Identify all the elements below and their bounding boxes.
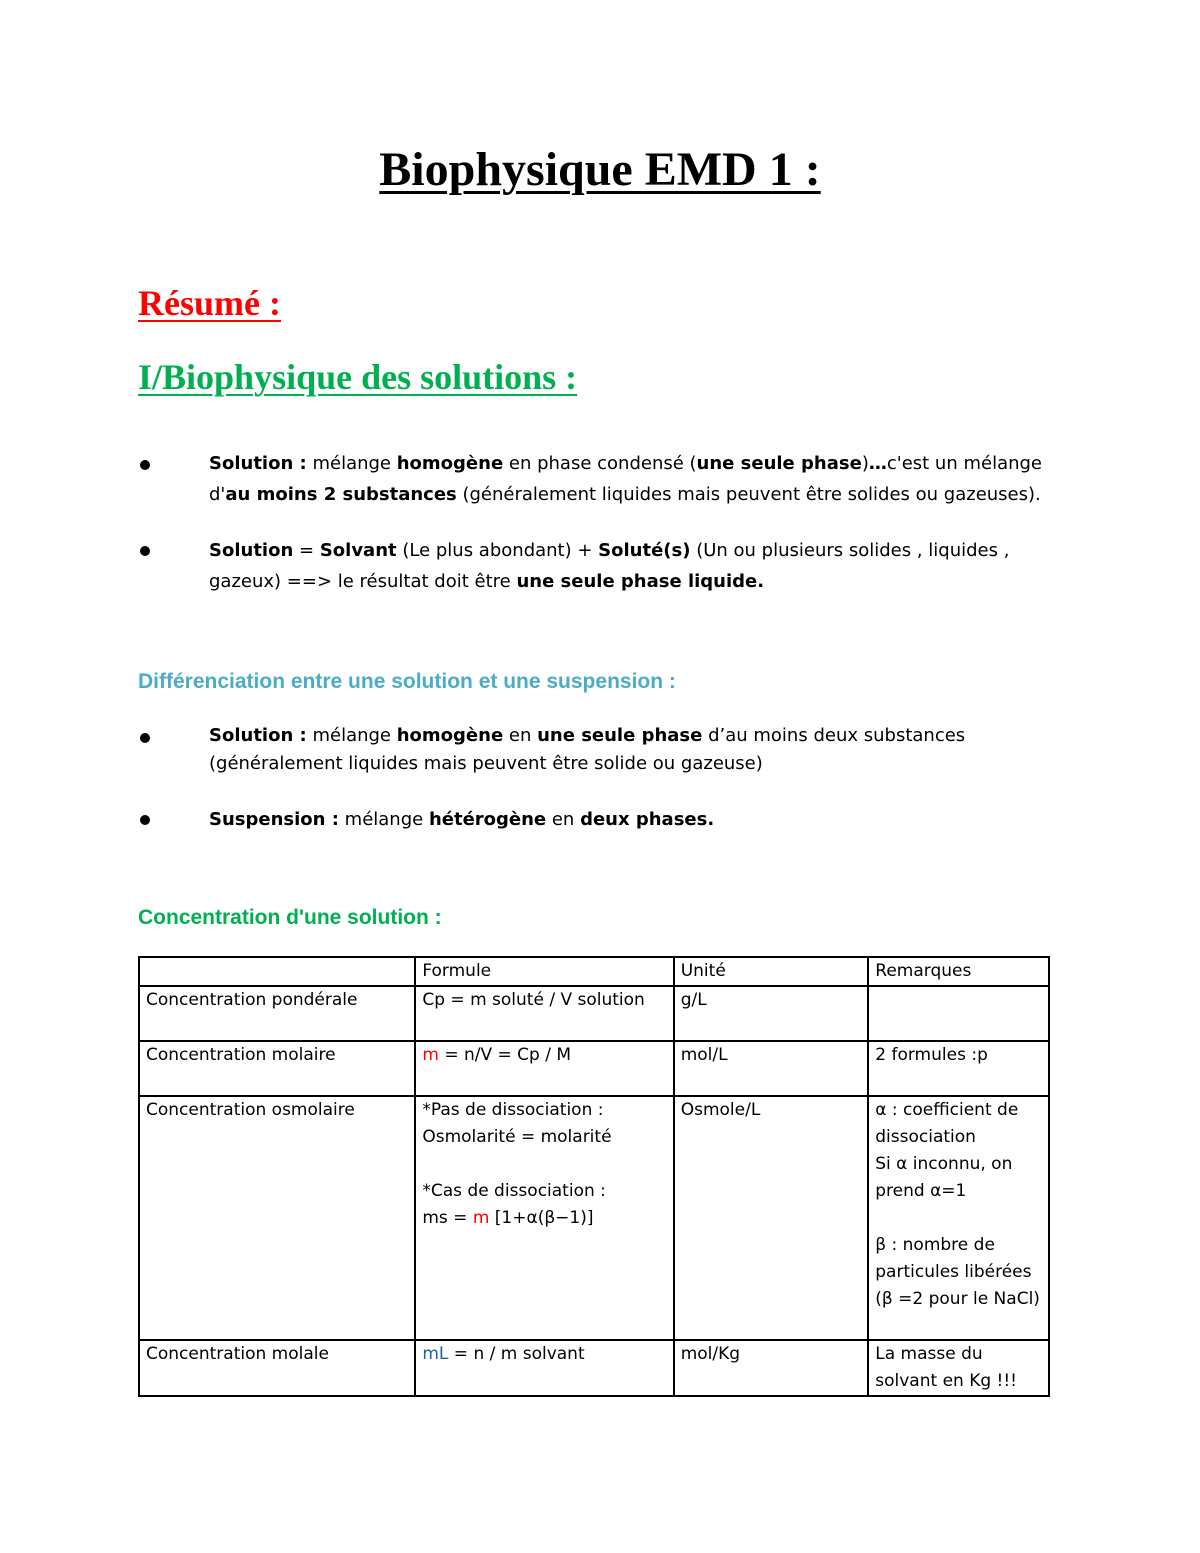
- bullet-solution-composition: Solution = Solvant (Le plus abondant) + Soluté(s) (Un ou plusieurs solides , liquides , gazeux) ==> le résultat doit être une seule phase liquide.: [209, 540, 1010, 592]
- table-header-row: [139, 957, 1049, 986]
- bullet-dot: [140, 733, 150, 743]
- table-cell: mol/Kg: [674, 1340, 869, 1396]
- table-row: [139, 986, 1049, 1041]
- table-cell: Concentration pondérale: [139, 986, 415, 1041]
- resume-heading: Résumé :: [138, 283, 281, 323]
- table-cell: g/L: [674, 986, 869, 1041]
- subheading-concentration: Concentration d'une solution :: [138, 906, 442, 929]
- table-cell: Osmole/L: [674, 1096, 869, 1340]
- table-cell: La masse du solvant en Kg !!!: [868, 1340, 1049, 1396]
- table-header-cell: Unité: [674, 957, 869, 986]
- table-cell: Concentration osmolaire: [139, 1096, 415, 1340]
- table-cell: 2 formules :p: [868, 1041, 1049, 1096]
- table-row: [139, 1340, 1049, 1396]
- bullet-solution-definition: Solution : mélange homogène en phase condensé (une seule phase)…c'est un mélange d'au moins 2 substances (généralement liquides mais peuvent être solides ou gazeuses).: [209, 453, 1043, 505]
- table-header-cell: [139, 957, 415, 986]
- bullet-dot: [140, 460, 150, 470]
- bullet-dot: [140, 815, 150, 825]
- concentration-table: [138, 956, 1050, 1397]
- table-cell: *Pas de dissociation : Osmolarité = molarité *Cas de dissociation : ms = m [1+α(β−1)]: [415, 1096, 673, 1340]
- table-row: [139, 1041, 1049, 1096]
- table-cell: mL = n / m solvant: [415, 1340, 673, 1396]
- table-row: [139, 1096, 1049, 1340]
- bullet-solution-vs: Solution : mélange homogène en une seule phase d’au moins deux substances (généralement liquides mais peuvent être solide ou gazeuse): [209, 725, 966, 774]
- table-cell: Concentration molale: [139, 1340, 415, 1396]
- table-cell: α : coefficient de dissociation Si α inconnu, on prend α=1 β : nombre de particules libérées (β =2 pour le NaCl): [868, 1096, 1049, 1340]
- table-cell: [868, 986, 1049, 1041]
- bullet-suspension: Suspension : mélange hétérogène en deux phases.: [209, 809, 715, 830]
- table-header-cell: Formule: [415, 957, 673, 986]
- table-cell: m = n/V = Cp / M: [415, 1041, 673, 1096]
- document-title: Biophysique EMD 1 :: [379, 143, 821, 196]
- subheading-differenciation: Différenciation entre une solution et une suspension :: [138, 670, 676, 693]
- table-cell: Concentration molaire: [139, 1041, 415, 1096]
- table-cell: Cp = m soluté / V solution: [415, 986, 673, 1041]
- section-heading-solutions: I/Biophysique des solutions :: [138, 357, 578, 397]
- table-header-cell: Remarques: [868, 957, 1049, 986]
- bullet-dot: [140, 546, 150, 556]
- table-cell: mol/L: [674, 1041, 869, 1096]
